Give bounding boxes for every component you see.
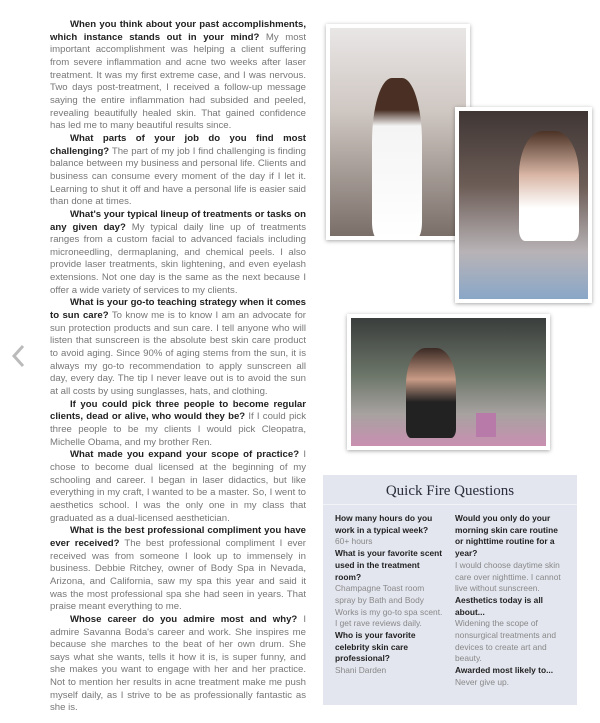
article-paragraph [50,614,306,715]
photo-facial-treatment [455,107,592,303]
quick-fire-question: Would you only do your morning skin care routine or nighttime routine for a year? [455,513,558,559]
quick-fire-right-column [455,513,565,689]
answer: My most important accomplishment was helping a client suffering from severe inflammation and acne two weeks after laser treatment. It was my first extreme case, and I was nervous. Two days post-treatment, I received a follow-up message saying the entire inflammation had subsided and peeled, revealing beautifully healed skin. That gained confidence has led me to many beautiful results since. [50,31,306,132]
article-paragraph [50,297,306,398]
photo-yoga-pose [347,314,550,450]
quick-fire-questions-box [323,475,577,705]
question: If you could pick three people to become regular clients, dead or alive, who would they be? [50,398,306,423]
quick-fire-left-column [335,513,445,689]
quick-fire-answer: Champagne Toast room spray by Bath and Body Works is my go-to spa scent. I get rave reviews daily. [335,583,443,629]
article-paragraph [50,449,306,525]
question: What is the best professional compliment you have ever received? [50,525,306,549]
question: What made you expand your scope of practice? [70,449,300,461]
article-paragraph [50,19,306,133]
article-column [50,19,306,715]
quick-fire-title: Quick Fire Questions [323,475,577,505]
quick-fire-question: What is your favorite scent used in the treatment room? [335,548,443,582]
chevron-left-icon [8,343,30,369]
quick-fire-question: Aesthetics today is all about... [455,594,543,617]
article-paragraph [50,133,306,209]
photo-aesthetician-portrait [326,24,470,240]
answer: I chose to become dual licensed at the beginning of my schooling and career. I began in laser didactics, but like everything in my craft, I wanted to be a master. So, I went to aesthetics school. I was the only one in my class that graduated as a dual-licensed aesthetician. [50,449,306,524]
answer: The best professional compliment I ever received was from someone I look up to immensely in business. Debbie Ritchey, owner of Body Spa in Nevada, Arizona, and California, saw my spa this year and said it was the most professional spa she had seen in years. That praise meant everything to me. [50,537,306,613]
article-paragraph [50,399,306,450]
quick-fire-answer: Shani Darden [335,665,387,676]
question: When you think about your past accomplishments, which instance stands out in your mind? [50,19,306,43]
answer: The part of my job I find challenging is finding balance between my business and personal life. Clients and business can consume every moment of the day if I let it. Learning to shut it off and have a personal life is easier said than done at times. [50,145,306,208]
question: What is your go-to teaching strategy when it comes to sun care? [50,297,306,322]
previous-page-button[interactable] [8,343,30,369]
quick-fire-question: How many hours do you work in a typical week? [335,513,433,535]
question: What's your typical lineup of treatments or tasks on any given day? [50,208,306,233]
answer: To know me is to know I am an advocate for sun protection products and sun care. I tell anyone who will listen that sunscreen is the absolute best skin care product to avoid aging. Since 90% of aging stems from the sun, it is always my go-to recommendation to apply sunscreen all day, every day. The tip I never leave out is to avoid the sun at all costs by using sunglasses, hats, and clothing. [50,310,306,398]
answer: My typical daily line up of treatments ranges from a custom facial to advanced facials including microneedling, dermaplaning, and chemical peels. I also provide laser treatments, skin lightening, and even eyelash extensions. Not one day is the same as the next because I offer a wide variety of services to my clients. [50,221,306,296]
quick-fire-answer: 60+ hours [335,536,373,547]
quick-fire-answer: Never give up. [455,676,509,687]
answer: If I could pick three people to be my clients I would pick Cleopatra, Michelle Obama, and my brother Ren. [50,411,306,448]
quick-fire-answer: Widening the scope of nonsurgical treatments and devices to create art and beauty. [455,618,557,664]
quick-fire-answer: I would choose daytime skin care over nighttime. I cannot live without sunscreen. [455,559,561,594]
question: What parts of your job do you find most challenging? [50,132,306,157]
answer: I admire Savanna Boda's career and work. She inspires me because she marches to the beat of her own drum. She says what she wants, tells it how it is, is super funny, and she makes you want to engage with her and her practice. Not to mention her results in acne treatment make me push myself daily, as I strive to be as professionally fantastic as she is. [50,613,306,714]
quick-fire-question: Awarded most likely to... [455,665,554,676]
question: Whose career do you admire most and why? [70,613,298,625]
article-paragraph [50,525,306,614]
article-paragraph [50,209,306,298]
quick-fire-question: Who is your favorite celebrity skin care professional? [335,630,416,664]
